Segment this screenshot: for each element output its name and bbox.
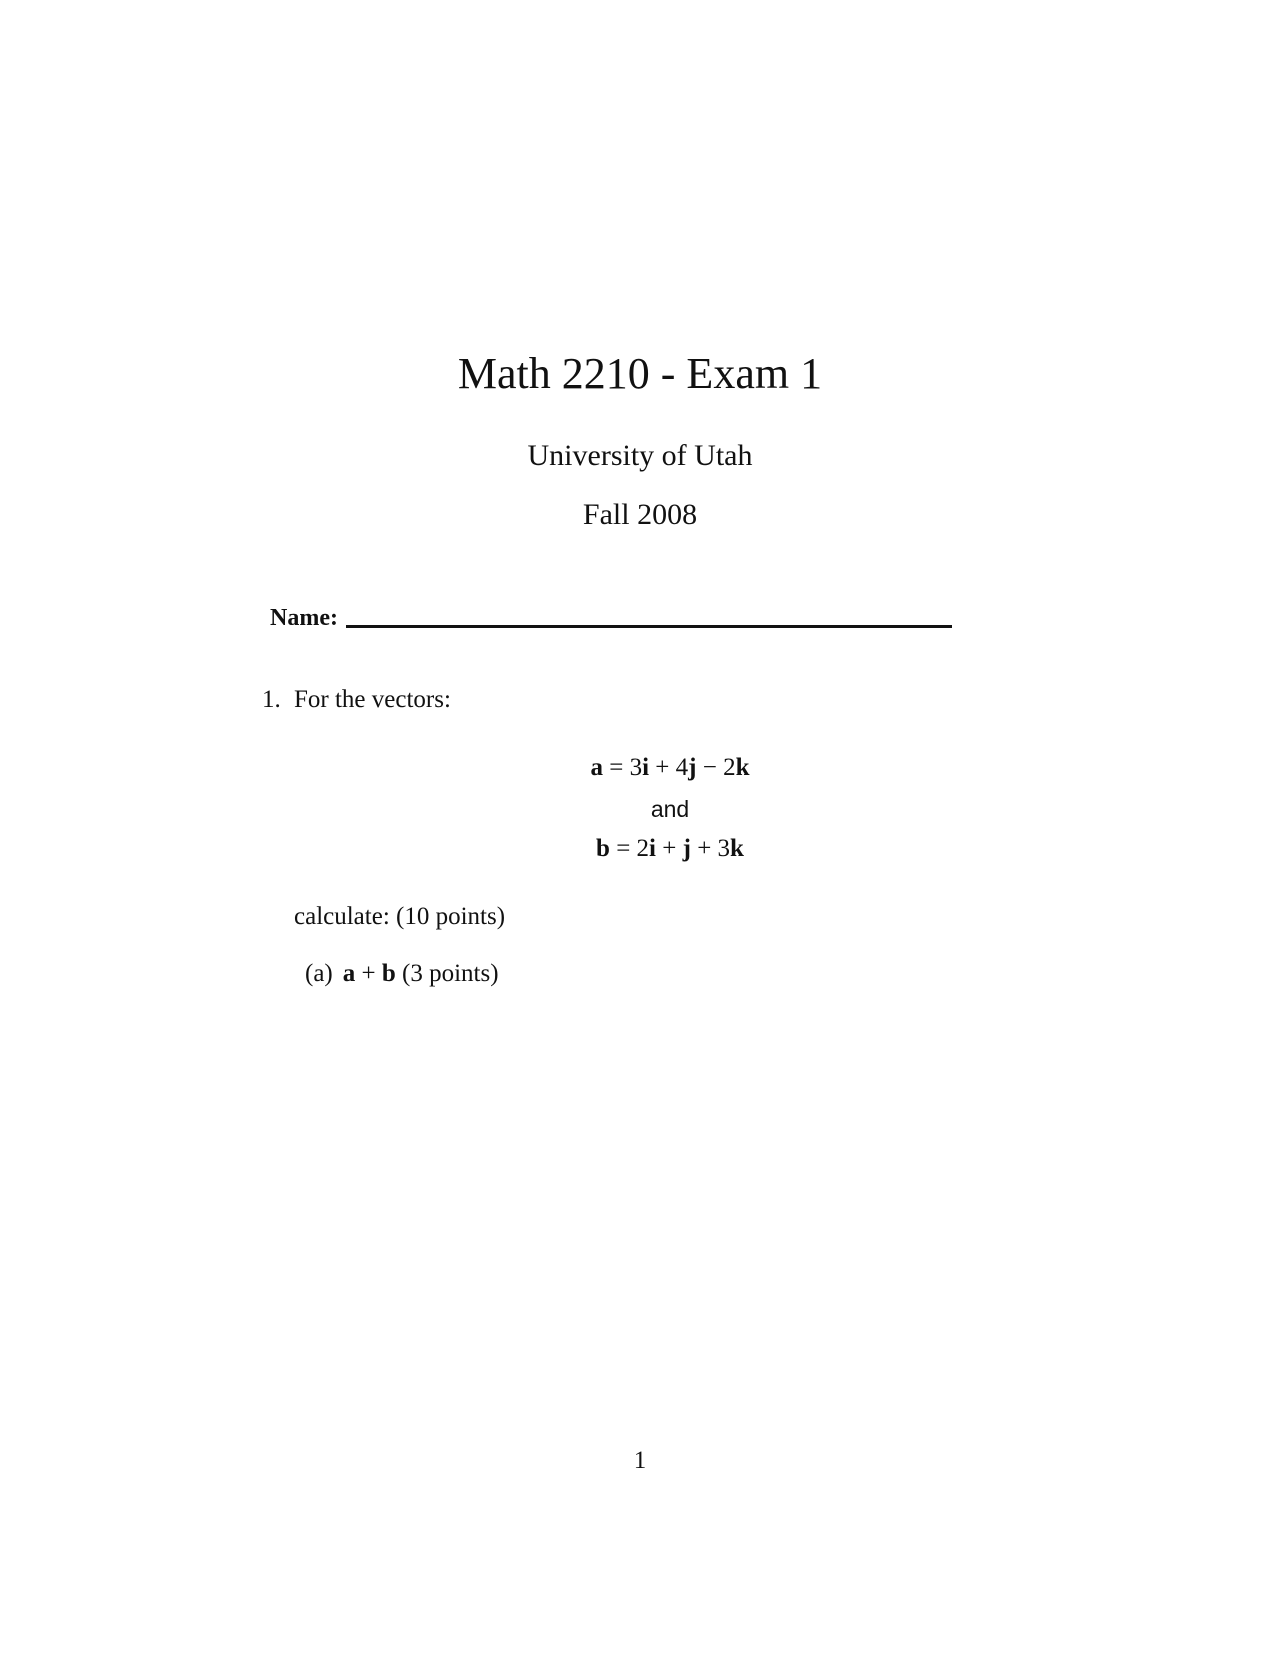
name-label: Name:	[270, 605, 338, 631]
unit-vector-j: j	[682, 835, 691, 862]
institution-name: University of Utah	[527, 439, 753, 472]
vector-a-symbol: a	[590, 754, 603, 781]
equation-part: = 3	[602, 754, 643, 781]
name-field	[270, 597, 952, 633]
part-points: (3 points)	[395, 960, 499, 987]
question-prompt: For the vectors:	[294, 686, 451, 713]
vector-b-symbol: b	[381, 960, 396, 987]
question-part-a	[305, 958, 499, 990]
equation-part: +	[656, 835, 683, 862]
unit-vector-i: i	[642, 754, 650, 781]
unit-vector-k: k	[735, 754, 750, 781]
operator: +	[355, 960, 382, 987]
unit-vector-k: k	[730, 835, 744, 862]
name-blank-line[interactable]	[346, 625, 952, 628]
equation-part: + 4	[649, 754, 689, 781]
vector-a-symbol: a	[342, 960, 356, 987]
page-number: 1	[633, 1447, 647, 1474]
equation-part: + 3	[690, 835, 731, 862]
equation-connector: and	[650, 796, 690, 822]
vector-a-equation	[0, 752, 1280, 784]
equation-part: − 2	[696, 754, 736, 781]
unit-vector-j: j	[688, 754, 697, 781]
question-instruction: calculate: (10 points)	[294, 903, 506, 930]
unit-vector-i: i	[649, 835, 656, 862]
vector-b-equation	[0, 833, 1280, 865]
equation-part: = 2	[609, 835, 650, 862]
vector-b-symbol: b	[596, 835, 610, 862]
question-number: 1.	[262, 686, 281, 713]
exam-title: Math 2210 - Exam 1	[457, 349, 823, 398]
part-label: (a)	[305, 960, 333, 987]
exam-term: Fall 2008	[582, 498, 698, 531]
